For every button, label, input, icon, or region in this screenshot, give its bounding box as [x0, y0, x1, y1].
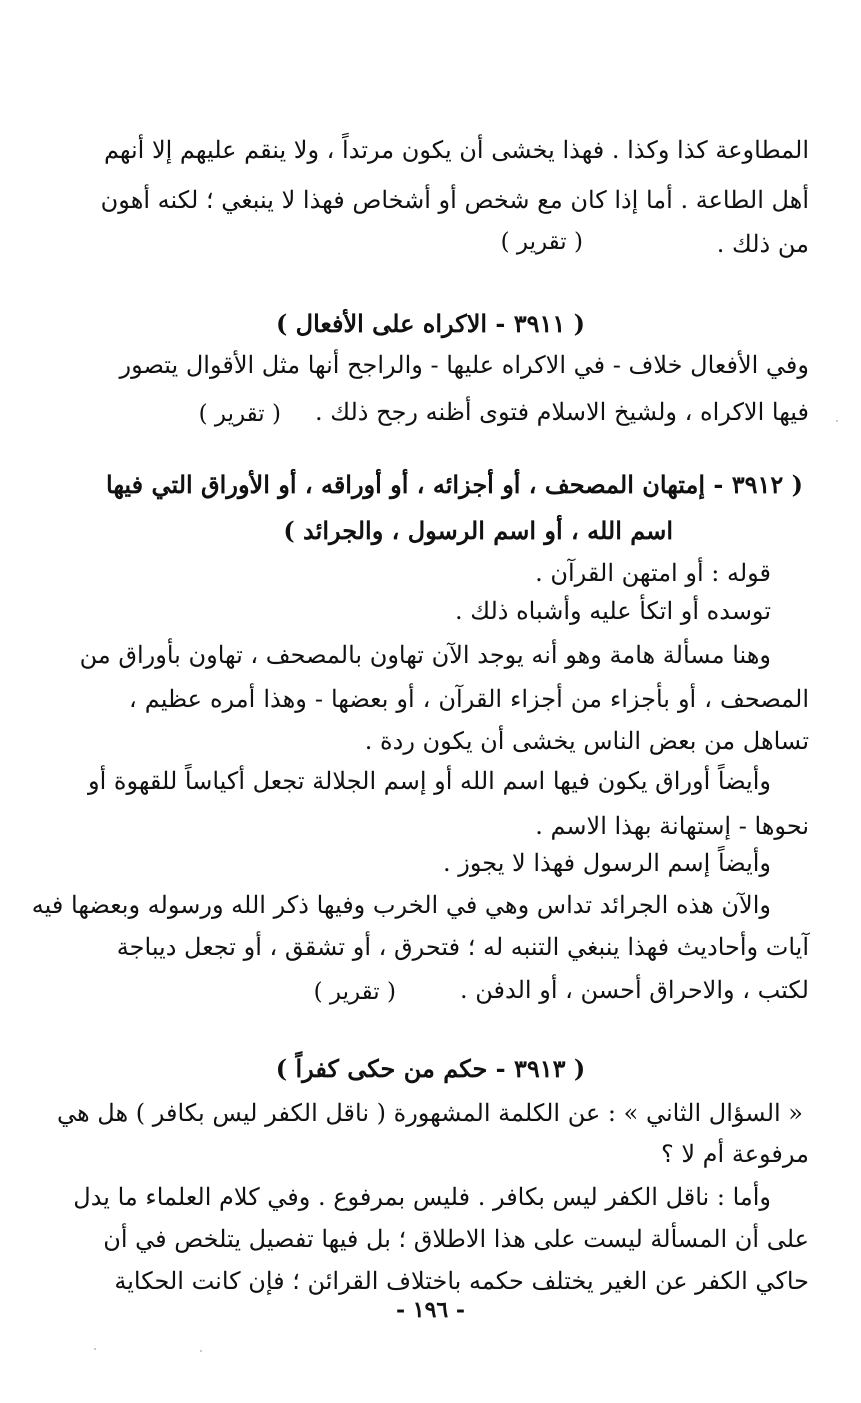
section-3912-line-5: تساهل من بعض الناس يخشى أن يكون ردة . [364, 727, 809, 755]
section-3912-line-10: آيات وأحاديث فهذا ينبغي التنبه له ؛ فتحرق ، أو تشقق ، أو تجعل ديباجة [116, 933, 809, 961]
section-3913-line-4: على أن المسألة ليست على هذا الاطلاق ؛ بل فيها تفصيل يتلخص في أن [103, 1225, 809, 1253]
paragraph-1-line-2: أهل الطاعة . أما إذا كان مع شخص أو أشخاص فهذا لا ينبغي ؛ لكنه أهون [100, 186, 809, 214]
page-number: - ١٩٦ - [395, 1297, 466, 1323]
section-3911-line-1: وفي الأفعال خلاف - في الاكراه عليها - والراجح أنها مثل الأقوال يتصور [119, 351, 809, 379]
paragraph-1-line-3: من ذلك . [716, 230, 809, 258]
section-3912-line-7: نحوها - إستهانة بهذا الاسم . [535, 812, 809, 840]
scan-speck [94, 1348, 96, 1350]
section-3911-line-2: فيها الاكراه ، ولشيخ الاسلام فتوى أظنه رجح ذلك . [314, 398, 809, 426]
scan-speck [200, 1350, 202, 1352]
scan-speck [836, 420, 838, 422]
section-3912-line-2: توسده أو اتكأ عليه وأشباه ذلك . [454, 597, 771, 625]
section-3912-line-8: وأيضاً إسم الرسول فهذا لا يجوز . [442, 849, 771, 877]
section-3913-line-1: « السؤال الثاني » : عن الكلمة المشهورة ( ناقل الكفر ليس بكافر ) هل هي [57, 1099, 803, 1127]
paragraph-1-report-label: ( تقرير ) [500, 229, 583, 255]
section-3913-line-2: مرفوعة أم لا ؟ [661, 1140, 809, 1168]
section-3912-line-11: لكتب ، والاحراق أحسن ، أو الدفن . [460, 976, 809, 1004]
section-3912-line-4: المصحف ، أو بأجزاء من أجزاء القرآن ، أو بعضها - وهذا أمره عظيم ، [129, 685, 809, 713]
section-3913-line-5: حاكي الكفر عن الغير يختلف حكمه باختلاف القرائن ؛ فإن كانت الحكاية [114, 1267, 809, 1295]
section-3912-line-9: والآن هذه الجرائد تداس وهي في الخرب وفيها ذكر الله ورسوله وبعضها فيه [31, 891, 771, 919]
section-3912-report-label: ( تقرير ) [313, 979, 396, 1005]
section-3911-report-label: ( تقرير ) [198, 401, 281, 427]
section-3912-heading-line-2: اسم الله ، أو اسم الرسول ، والجرائد ) [283, 516, 673, 545]
section-3912-heading-line-1: ( ٣٩١٢ - إمتهان المصحف ، أو أجزائه ، أو أوراقه ، أو الأوراق التي فيها [106, 470, 803, 499]
section-3912-line-1: قوله : أو امتهن القرآن . [535, 559, 771, 587]
section-3913-heading: ( ٣٩١٣ - حكم من حكى كفراً ) [275, 1054, 586, 1083]
section-3911-heading: ( ٣٩١١ - الاكراه على الأفعال ) [275, 309, 586, 338]
paragraph-1-line-1: المطاوعة كذا وكذا . فهذا يخشى أن يكون مرتداً ، ولا ينقم عليهم إلا أنهم [103, 136, 809, 164]
section-3912-line-3: وهنا مسألة هامة وهو أنه يوجد الآن تهاون بالمصحف ، تهاون بأوراق من [79, 641, 771, 669]
section-3913-line-3: وأما : ناقل الكفر ليس بكافر . فليس بمرفوع . وفي كلام العلماء ما يدل [73, 1183, 771, 1211]
section-3912-line-6: وأيضاً أوراق يكون فيها اسم الله أو إسم الجلالة تجعل أكياساً للقهوة أو [87, 767, 771, 795]
